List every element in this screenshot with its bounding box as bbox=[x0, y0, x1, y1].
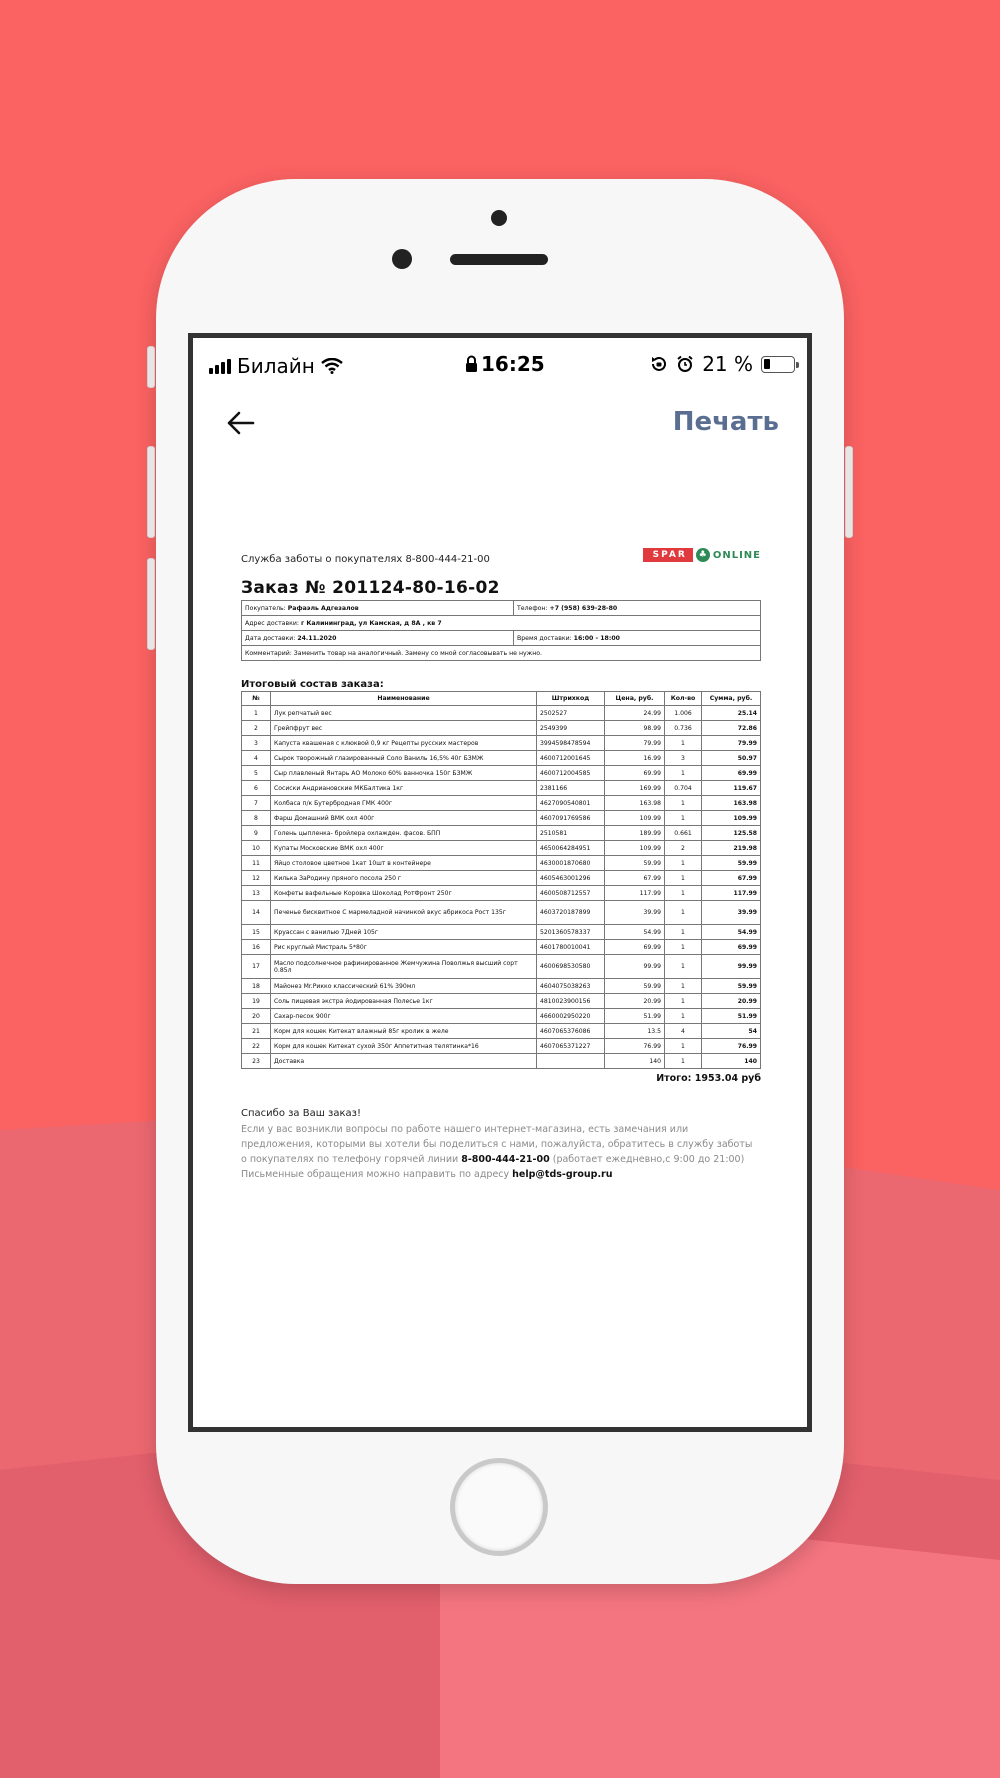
table-row bbox=[242, 979, 761, 994]
item-qty: 1 bbox=[665, 796, 702, 811]
item-sum: 54 bbox=[702, 1024, 761, 1039]
col-price: Цена, руб. bbox=[605, 692, 665, 706]
item-qty: 1 bbox=[665, 871, 702, 886]
front-camera bbox=[392, 249, 412, 269]
item-number: 19 bbox=[242, 994, 271, 1009]
phone-cell: Телефон: +7 (958) 639-28-80 bbox=[514, 601, 761, 616]
order-total: Итого: 1953.04 руб bbox=[656, 1073, 761, 1084]
item-qty: 0.661 bbox=[665, 826, 702, 841]
item-barcode: 4607065376086 bbox=[537, 1024, 605, 1039]
table-row bbox=[242, 940, 761, 955]
receipt-document bbox=[241, 548, 761, 1182]
item-sum: 20.99 bbox=[702, 994, 761, 1009]
back-arrow-icon[interactable] bbox=[223, 405, 259, 441]
rotation-lock-icon bbox=[650, 355, 668, 373]
item-number: 9 bbox=[242, 826, 271, 841]
col-name: Наименование bbox=[271, 692, 537, 706]
item-barcode: 4604075038263 bbox=[537, 979, 605, 994]
mute-switch bbox=[147, 346, 155, 388]
item-qty: 1 bbox=[665, 766, 702, 781]
item-name: Масло подсолнечное рафинированное Жемчужина Поволжья высший сорт 0.85л bbox=[271, 955, 537, 979]
item-sum: 67.99 bbox=[702, 871, 761, 886]
order-title: Заказ № 201124-80-16-02 bbox=[241, 578, 500, 598]
item-sum: 72.86 bbox=[702, 721, 761, 736]
item-qty: 1 bbox=[665, 901, 702, 925]
print-button[interactable]: Печать bbox=[672, 407, 779, 437]
item-qty: 1 bbox=[665, 979, 702, 994]
item-price: 76.99 bbox=[605, 1039, 665, 1054]
item-barcode: 4600712001645 bbox=[537, 751, 605, 766]
order-info-table bbox=[241, 600, 761, 661]
carrier-name: Билайн bbox=[237, 354, 315, 378]
item-qty: 1 bbox=[665, 736, 702, 751]
nav-bar bbox=[193, 393, 807, 453]
item-number: 5 bbox=[242, 766, 271, 781]
item-name: Сахар-песок 900г bbox=[271, 1009, 537, 1024]
item-price: 99.99 bbox=[605, 955, 665, 979]
item-sum: 119.67 bbox=[702, 781, 761, 796]
table-row bbox=[242, 856, 761, 871]
volume-down-button bbox=[147, 558, 155, 650]
address-cell: Адрес доставки: г Калининград, ул Камская, д 8А , кв 7 bbox=[242, 616, 761, 631]
item-sum: 140 bbox=[702, 1054, 761, 1069]
item-barcode: 4650064284951 bbox=[537, 841, 605, 856]
table-row bbox=[242, 841, 761, 856]
item-sum: 125.58 bbox=[702, 826, 761, 841]
table-row bbox=[242, 706, 761, 721]
table-row bbox=[242, 901, 761, 925]
item-barcode: 4603720187899 bbox=[537, 901, 605, 925]
item-name: Конфеты вафельные Коровка Шоколад РотФронт 250г bbox=[271, 886, 537, 901]
item-name: Грейпфрут вес bbox=[271, 721, 537, 736]
table-row bbox=[242, 886, 761, 901]
item-sum: 59.99 bbox=[702, 856, 761, 871]
alarm-icon bbox=[676, 355, 694, 373]
item-price: 140 bbox=[605, 1054, 665, 1069]
item-barcode: 4627090540801 bbox=[537, 796, 605, 811]
item-price: 24.99 bbox=[605, 706, 665, 721]
item-number: 16 bbox=[242, 940, 271, 955]
section-title: Итоговый состав заказа: bbox=[241, 679, 384, 690]
item-barcode: 2381166 bbox=[537, 781, 605, 796]
volume-up-button bbox=[147, 446, 155, 538]
spar-tree-icon: ♣ bbox=[696, 548, 710, 562]
phone-screen bbox=[188, 333, 812, 1432]
item-barcode: 2502527 bbox=[537, 706, 605, 721]
table-row bbox=[242, 751, 761, 766]
item-number: 22 bbox=[242, 1039, 271, 1054]
item-number: 7 bbox=[242, 796, 271, 811]
items-table bbox=[241, 691, 761, 1069]
item-number: 4 bbox=[242, 751, 271, 766]
delivery-date-cell: Дата доставки: 24.11.2020 bbox=[242, 631, 514, 646]
comment-cell: Комментарий: Заменить товар на аналогичный. Замену со мной согласовывать не нужно. bbox=[242, 646, 761, 661]
item-sum: 219.98 bbox=[702, 841, 761, 856]
item-name: Яйцо столовое цветное 1кат 10шт в контейнере bbox=[271, 856, 537, 871]
battery-icon bbox=[761, 356, 795, 373]
item-name: Корм для кошек Китекат влажный 85г кролик в желе bbox=[271, 1024, 537, 1039]
item-sum: 59.99 bbox=[702, 979, 761, 994]
table-row bbox=[242, 766, 761, 781]
item-sum: 25.14 bbox=[702, 706, 761, 721]
item-price: 13.5 bbox=[605, 1024, 665, 1039]
item-price: 69.99 bbox=[605, 940, 665, 955]
item-qty: 1 bbox=[665, 1009, 702, 1024]
item-name: Сосиски Андриановские МКБалтика 1кг bbox=[271, 781, 537, 796]
item-barcode: 3994598478594 bbox=[537, 736, 605, 751]
item-barcode: 2549399 bbox=[537, 721, 605, 736]
item-price: 59.99 bbox=[605, 979, 665, 994]
item-name: Доставка bbox=[271, 1054, 537, 1069]
table-row bbox=[242, 1009, 761, 1024]
item-number: 3 bbox=[242, 736, 271, 751]
item-price: 109.99 bbox=[605, 841, 665, 856]
signal-icon bbox=[209, 359, 231, 374]
item-qty: 1 bbox=[665, 940, 702, 955]
item-name: Сырок творожный глазированный Соло Ваниль 16,5% 40г БЗМЖ bbox=[271, 751, 537, 766]
item-price: 54.99 bbox=[605, 925, 665, 940]
item-qty: 1 bbox=[665, 856, 702, 871]
power-button bbox=[845, 446, 853, 538]
item-number: 20 bbox=[242, 1009, 271, 1024]
item-name: Круассан с ванилью 7Дней 105г bbox=[271, 925, 537, 940]
item-number: 21 bbox=[242, 1024, 271, 1039]
item-number: 12 bbox=[242, 871, 271, 886]
item-qty: 1 bbox=[665, 1039, 702, 1054]
item-sum: 109.99 bbox=[702, 811, 761, 826]
item-qty: 1.006 bbox=[665, 706, 702, 721]
item-price: 109.99 bbox=[605, 811, 665, 826]
item-barcode: 4600712004585 bbox=[537, 766, 605, 781]
table-row bbox=[242, 1054, 761, 1069]
proximity-sensor bbox=[491, 210, 507, 226]
customer-care-line: Служба заботы о покупателях 8-800-444-21-00 bbox=[241, 554, 490, 565]
table-row bbox=[242, 925, 761, 940]
item-number: 1 bbox=[242, 706, 271, 721]
battery-percent: 21 % bbox=[702, 352, 753, 376]
item-sum: 79.99 bbox=[702, 736, 761, 751]
table-row bbox=[242, 994, 761, 1009]
item-barcode: 4630001870680 bbox=[537, 856, 605, 871]
thanks-heading: Спасибо за Ваш заказ! bbox=[241, 1108, 361, 1119]
table-row bbox=[242, 736, 761, 751]
item-qty: 0.736 bbox=[665, 721, 702, 736]
item-sum: 51.99 bbox=[702, 1009, 761, 1024]
status-bar bbox=[193, 338, 807, 388]
item-barcode: 4810023900156 bbox=[537, 994, 605, 1009]
item-barcode: 4605463001296 bbox=[537, 871, 605, 886]
item-qty: 1 bbox=[665, 925, 702, 940]
item-number: 13 bbox=[242, 886, 271, 901]
item-qty: 1 bbox=[665, 811, 702, 826]
home-button[interactable] bbox=[450, 1458, 548, 1556]
thanks-message: Если у вас возникли вопросы по работе нашего интернет-магазина, есть замечания или предложения, которыми вы хотели бы поделиться с нами, пожалуйста, обратитесь в службу заботы о покупателях по телефону горячей линии 8-800-444-21-00 (работает ежедневно,с 9:00 до 21:00) Письменные обращения можно направить по адресу help@tds-group.ru bbox=[241, 1124, 753, 1180]
earpiece-speaker bbox=[450, 254, 548, 265]
item-sum: 163.98 bbox=[702, 796, 761, 811]
item-price: 59.99 bbox=[605, 856, 665, 871]
col-barcode: Штрихкод bbox=[537, 692, 605, 706]
item-barcode: 4601780010041 bbox=[537, 940, 605, 955]
item-price: 79.99 bbox=[605, 736, 665, 751]
status-time: 16:25 bbox=[481, 352, 545, 376]
item-name: Колбаса п/к Бутербродная ГМК 400г bbox=[271, 796, 537, 811]
item-price: 189.99 bbox=[605, 826, 665, 841]
item-name: Корм для кошек Китекат сухой 350г Аппетитная телятинка*16 bbox=[271, 1039, 537, 1054]
support-email: help@tds-group.ru bbox=[512, 1169, 613, 1180]
item-number: 10 bbox=[242, 841, 271, 856]
item-name: Килька ЗаРодину пряного посола 250 г bbox=[271, 871, 537, 886]
table-row bbox=[242, 811, 761, 826]
item-name: Лук репчатый вес bbox=[271, 706, 537, 721]
item-sum: 54.99 bbox=[702, 925, 761, 940]
item-barcode: 4660002950220 bbox=[537, 1009, 605, 1024]
item-name: Майонез Mr.Рикко классический 61% 390мл bbox=[271, 979, 537, 994]
item-name: Купаты Московские ВМК охл 400г bbox=[271, 841, 537, 856]
col-sum: Сумма, руб. bbox=[702, 692, 761, 706]
item-sum: 69.99 bbox=[702, 766, 761, 781]
wifi-icon bbox=[321, 358, 343, 374]
item-price: 69.99 bbox=[605, 766, 665, 781]
table-row bbox=[242, 721, 761, 736]
item-qty: 1 bbox=[665, 994, 702, 1009]
item-sum: 99.99 bbox=[702, 955, 761, 979]
col-number: № bbox=[242, 692, 271, 706]
table-row bbox=[242, 826, 761, 841]
table-row bbox=[242, 796, 761, 811]
item-barcode: 4607065371227 bbox=[537, 1039, 605, 1054]
item-barcode: 5201360578337 bbox=[537, 925, 605, 940]
buyer-cell: Покупатель: Рафаэль Адгезалов bbox=[242, 601, 514, 616]
item-name: Капуста квашеная с клюквой 0,9 кг Рецепты русских мастеров bbox=[271, 736, 537, 751]
table-row bbox=[242, 955, 761, 979]
item-name: Печенье бисквитное С мармеладной начинкой вкус абрикоса Рост 135г bbox=[271, 901, 537, 925]
item-sum: 69.99 bbox=[702, 940, 761, 955]
item-price: 20.99 bbox=[605, 994, 665, 1009]
item-price: 51.99 bbox=[605, 1009, 665, 1024]
item-price: 16.99 bbox=[605, 751, 665, 766]
item-number: 18 bbox=[242, 979, 271, 994]
col-qty: Кол-во bbox=[665, 692, 702, 706]
lock-icon bbox=[465, 355, 478, 373]
table-row bbox=[242, 1024, 761, 1039]
item-number: 15 bbox=[242, 925, 271, 940]
item-price: 67.99 bbox=[605, 871, 665, 886]
item-barcode bbox=[537, 1054, 605, 1069]
item-qty: 0.704 bbox=[665, 781, 702, 796]
item-name: Соль пищевая экстра йодированная Полесье 1кг bbox=[271, 994, 537, 1009]
item-barcode: 4600698530580 bbox=[537, 955, 605, 979]
item-qty: 2 bbox=[665, 841, 702, 856]
item-price: 169.99 bbox=[605, 781, 665, 796]
item-qty: 4 bbox=[665, 1024, 702, 1039]
item-price: 117.99 bbox=[605, 886, 665, 901]
item-name: Рис круглый Мистраль 5*80г bbox=[271, 940, 537, 955]
item-qty: 1 bbox=[665, 886, 702, 901]
item-number: 6 bbox=[242, 781, 271, 796]
item-barcode: 4600508712557 bbox=[537, 886, 605, 901]
item-number: 8 bbox=[242, 811, 271, 826]
item-number: 14 bbox=[242, 901, 271, 925]
item-name: Сыр плавленый Янтарь АО Молоко 60% ванночка 150г БЗМЖ bbox=[271, 766, 537, 781]
item-number: 2 bbox=[242, 721, 271, 736]
spar-online-logo: SPAR ♣ ONLINE bbox=[643, 548, 761, 562]
item-sum: 50.97 bbox=[702, 751, 761, 766]
item-sum: 117.99 bbox=[702, 886, 761, 901]
table-row bbox=[242, 781, 761, 796]
item-sum: 76.99 bbox=[702, 1039, 761, 1054]
item-sum: 39.99 bbox=[702, 901, 761, 925]
item-qty: 3 bbox=[665, 751, 702, 766]
item-number: 23 bbox=[242, 1054, 271, 1069]
item-name: Голень цыпленка- бройлера охлажден. фасов. БПП bbox=[271, 826, 537, 841]
delivery-time-cell: Время доставки: 16:00 - 18:00 bbox=[514, 631, 761, 646]
item-price: 163.98 bbox=[605, 796, 665, 811]
item-price: 98.99 bbox=[605, 721, 665, 736]
item-number: 17 bbox=[242, 955, 271, 979]
hotline-phone: 8-800-444-21-00 bbox=[461, 1154, 550, 1165]
item-barcode: 4607091769586 bbox=[537, 811, 605, 826]
item-number: 11 bbox=[242, 856, 271, 871]
item-barcode: 2510581 bbox=[537, 826, 605, 841]
table-row bbox=[242, 1039, 761, 1054]
item-qty: 1 bbox=[665, 1054, 702, 1069]
item-price: 39.99 bbox=[605, 901, 665, 925]
item-qty: 1 bbox=[665, 955, 702, 979]
table-row bbox=[242, 871, 761, 886]
items-header-row bbox=[242, 692, 761, 706]
item-name: Фарш Домашний ВМК охл 400г bbox=[271, 811, 537, 826]
